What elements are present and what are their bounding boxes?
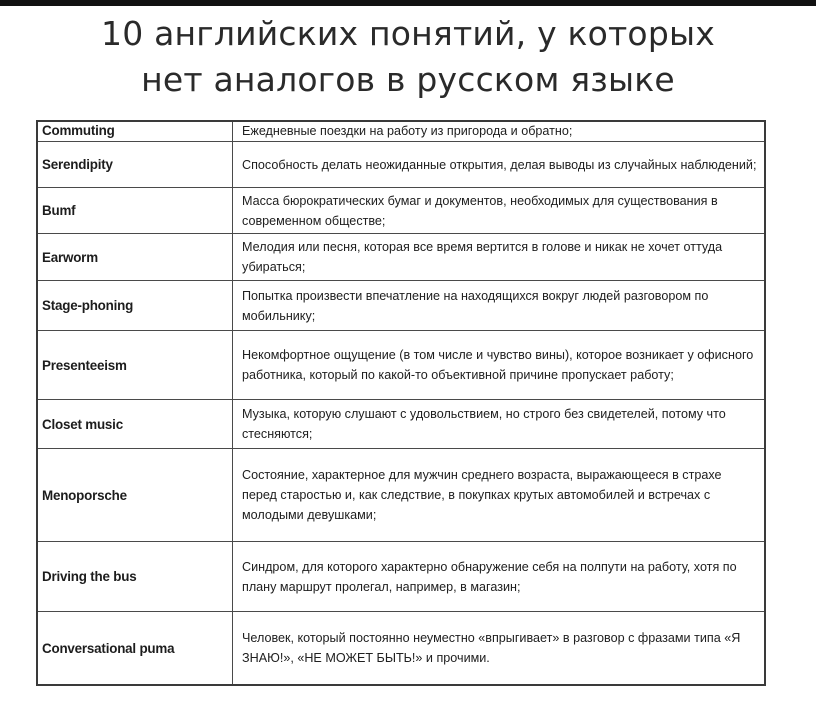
definition-cell: Масса бюрократических бумаг и документов, необходимых для существования в современном обществе; [233, 188, 766, 234]
table-row [37, 142, 765, 188]
definition-cell: Ежедневные поездки на работу из пригорода и обратно; [233, 121, 766, 142]
page-title-line-1: 10 английских понятий, у которых [101, 14, 715, 53]
page-title-line-2: нет аналогов в русском языке [141, 60, 675, 99]
definition-cell: Попытка произвести впечатление на находящихся вокруг людей разговором по мобильнику; [233, 281, 766, 331]
table-row [37, 331, 765, 400]
term-cell: Menoporsche [37, 449, 233, 542]
table-row [37, 400, 765, 449]
definition-cell: Музыка, которую слушают с удовольствием, но строго без свидетелей, потому что стесняются; [233, 400, 766, 449]
definition-cell: Человек, который постоянно неуместно «впрыгивает» в разговор с фразами типа «Я ЗНАЮ!», «НЕ МОЖЕТ БЫТЬ!» и прочими. [233, 612, 766, 686]
table-row [37, 449, 765, 542]
term-cell: Commuting [37, 121, 233, 142]
term-cell: Closet music [37, 400, 233, 449]
table-row [37, 121, 765, 142]
table-row [37, 281, 765, 331]
table-row [37, 612, 765, 686]
term-cell: Driving the bus [37, 542, 233, 612]
term-cell: Stage-phoning [37, 281, 233, 331]
term-cell: Earworm [37, 234, 233, 281]
top-border-strip [0, 0, 816, 6]
term-cell: Conversational puma [37, 612, 233, 686]
terms-table [36, 120, 766, 686]
table-row [37, 188, 765, 234]
table-row [37, 234, 765, 281]
definition-cell: Мелодия или песня, которая все время вертится в голове и никак не хочет оттуда убираться; [233, 234, 766, 281]
definition-cell: Способность делать неожиданные открытия, делая выводы из случайных наблюдений; [233, 142, 766, 188]
definition-cell: Состояние, характерное для мужчин среднего возраста, выражающееся в страхе перед старостью и, как следствие, в покупках крутых автомобилей и встречах с молодыми девушками; [233, 449, 766, 542]
term-cell: Presenteeism [37, 331, 233, 400]
definition-cell: Синдром, для которого характерно обнаружение себя на полпути на работу, хотя по плану маршрут пролегал, например, в магазин; [233, 542, 766, 612]
table-row [37, 542, 765, 612]
term-cell: Bumf [37, 188, 233, 234]
term-cell: Serendipity [37, 142, 233, 188]
definition-cell: Некомфортное ощущение (в том числе и чувство вины), которое возникает у офисного работника, который по какой-то объективной причине пропускает работу; [233, 331, 766, 400]
